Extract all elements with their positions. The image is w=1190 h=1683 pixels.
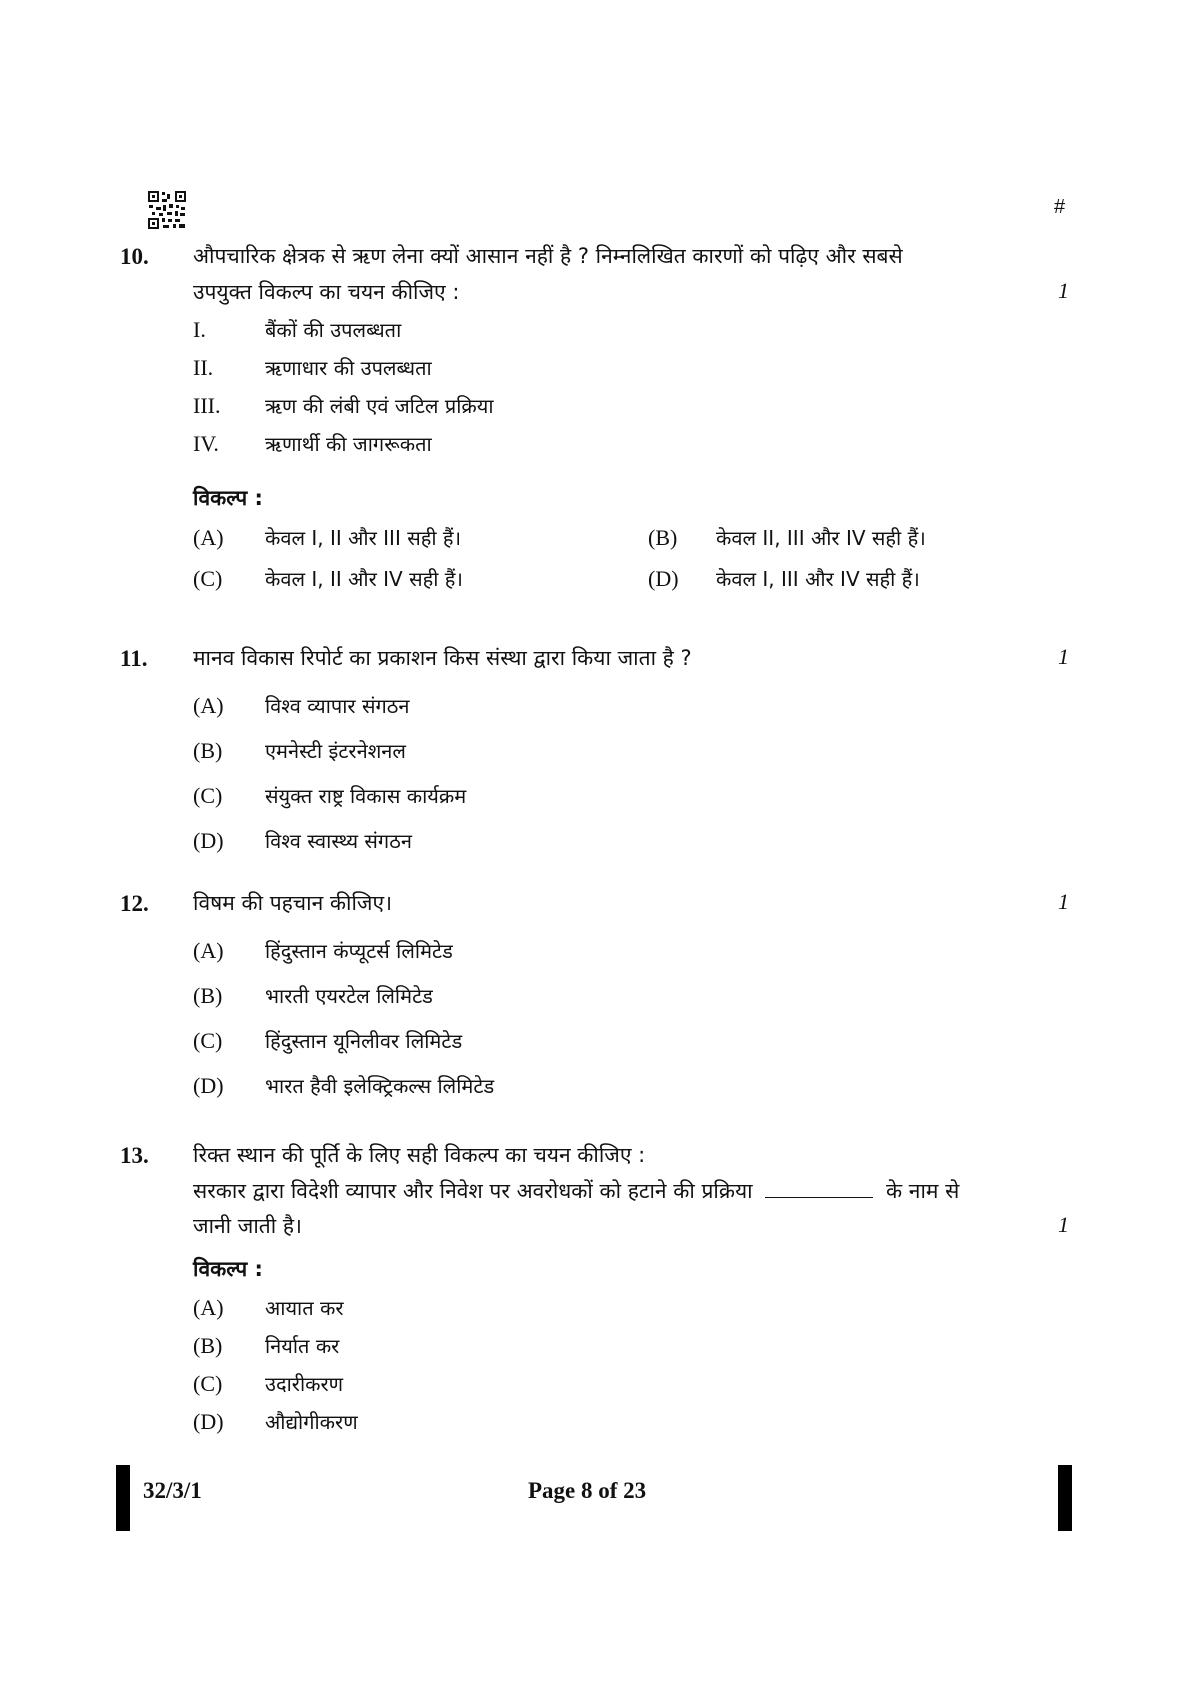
- option-text: संयुक्त राष्ट्र विकास कार्यक्रम: [265, 784, 467, 808]
- statement-label: I.: [193, 317, 206, 342]
- statement-item: [193, 430, 432, 457]
- question-text: जानी जाती है।: [193, 1214, 303, 1238]
- statement-item: [193, 354, 432, 381]
- option-text: हिंदुस्तान कंप्यूटर्स लिमिटेड: [265, 939, 453, 963]
- option-label: (D): [193, 1409, 224, 1434]
- statement-text: बैंकों की उपलब्धता: [265, 318, 402, 342]
- page-hash-mark: #: [1054, 196, 1066, 218]
- option-label: (D): [648, 566, 679, 591]
- question-marks: 1: [1058, 644, 1069, 669]
- statement-item: [193, 392, 494, 419]
- option-text: उदारीकरण: [265, 1372, 344, 1396]
- option-label: (C): [193, 1371, 223, 1396]
- statement-text: ऋण की लंबी एवं जटिल प्रक्रिया: [265, 394, 494, 418]
- question-text: औपचारिक क्षेत्रक से ऋण लेना क्यों आसान नहीं है ? निम्नलिखित कारणों को पढ़िए और सबसे: [193, 244, 903, 268]
- page-number: Page 8 of 23: [528, 1478, 647, 1503]
- option-label: (A): [193, 525, 224, 550]
- option-label: (D): [193, 828, 224, 853]
- option-label: (B): [648, 525, 678, 550]
- option-text: केवल I, III और IV सही हैं।: [716, 567, 920, 591]
- options-heading: विकल्प :: [193, 486, 263, 510]
- option-c[interactable]: [193, 565, 463, 592]
- question-text: विषम की पहचान कीजिए।: [193, 891, 393, 915]
- paper-code: 32/3/1: [143, 1478, 202, 1503]
- option-c[interactable]: [193, 1370, 343, 1397]
- statement-item: [193, 316, 401, 343]
- options-heading: विकल्प :: [193, 1257, 263, 1281]
- option-label: (A): [193, 938, 224, 963]
- option-b[interactable]: [648, 524, 926, 551]
- option-text: आयात कर: [265, 1296, 344, 1320]
- question-text: उपयुक्त विकल्प का चयन कीजिए :: [193, 280, 460, 304]
- option-text: केवल II, III और IV सही हैं।: [716, 526, 926, 550]
- option-text: निर्यात कर: [265, 1334, 340, 1358]
- option-b[interactable]: [193, 737, 406, 764]
- option-d[interactable]: [193, 1408, 358, 1435]
- footer-left-bar: [116, 1465, 130, 1531]
- question-marks: 1: [1058, 889, 1069, 914]
- option-b[interactable]: [193, 1332, 339, 1359]
- option-text: एमनेस्टी इंटरनेशनल: [265, 739, 406, 763]
- question-text-with-blank: [193, 1173, 1023, 1209]
- statement-label: III.: [193, 393, 221, 418]
- statement-text: ऋणाधार की उपलब्धता: [265, 356, 432, 380]
- option-label: (B): [193, 983, 223, 1008]
- option-a[interactable]: [193, 692, 409, 719]
- question-number: 11.: [120, 646, 148, 671]
- qr-code-icon: [148, 191, 186, 229]
- option-text: हिंदुस्तान यूनिलीवर लिमिटेड: [265, 1029, 463, 1053]
- option-c[interactable]: [193, 782, 466, 809]
- option-label: (B): [193, 1333, 223, 1358]
- question-number: 13.: [120, 1143, 149, 1168]
- option-d[interactable]: [193, 1072, 494, 1099]
- option-label: (D): [193, 1073, 224, 1098]
- question-text: रिक्त स्थान की पूर्ति के लिए सही विकल्प का चयन कीजिए :: [193, 1143, 646, 1167]
- option-text: विश्व स्वास्थ्य संगठन: [265, 829, 412, 853]
- question-marks: 1: [1058, 278, 1069, 303]
- statement-label: IV.: [193, 431, 219, 456]
- option-b[interactable]: [193, 982, 433, 1009]
- option-d[interactable]: [193, 827, 412, 854]
- option-text: विश्व व्यापार संगठन: [265, 694, 410, 718]
- option-label: (A): [193, 1295, 224, 1320]
- option-label: (B): [193, 738, 223, 763]
- option-text: भारत हैवी इलेक्ट्रिकल्स लिमिटेड: [265, 1074, 495, 1098]
- fill-in-blank: [765, 1179, 873, 1198]
- option-label: (C): [193, 1028, 223, 1053]
- option-a[interactable]: [193, 937, 453, 964]
- question-text: सरकार द्वारा विदेशी व्यापार और निवेश पर अवरोधकों को हटाने की प्रक्रिया: [193, 1179, 753, 1203]
- question-number: 12.: [120, 891, 149, 916]
- option-label: (A): [193, 693, 224, 718]
- option-text: केवल I, II और III सही हैं।: [265, 526, 462, 550]
- option-a[interactable]: [193, 1294, 344, 1321]
- option-a[interactable]: [193, 524, 461, 551]
- question-number: 10.: [120, 244, 149, 269]
- option-c[interactable]: [193, 1027, 462, 1054]
- option-d[interactable]: [648, 565, 920, 592]
- option-text: केवल I, II और IV सही हैं।: [265, 567, 463, 591]
- option-text: औद्योगीकरण: [265, 1410, 358, 1434]
- option-text: भारती एयरटेल लिमिटेड: [265, 984, 433, 1008]
- option-label: (C): [193, 566, 223, 591]
- question-text: मानव विकास रिपोर्ट का प्रकाशन किस संस्था द्वारा किया जाता है ?: [193, 646, 692, 670]
- question-text: के नाम से: [886, 1179, 960, 1203]
- option-label: (C): [193, 783, 223, 808]
- question-marks: 1: [1058, 1212, 1069, 1237]
- statement-text: ऋणार्थी की जागरूकता: [265, 432, 432, 456]
- footer-right-bar: [1058, 1465, 1072, 1531]
- statement-label: II.: [193, 355, 214, 380]
